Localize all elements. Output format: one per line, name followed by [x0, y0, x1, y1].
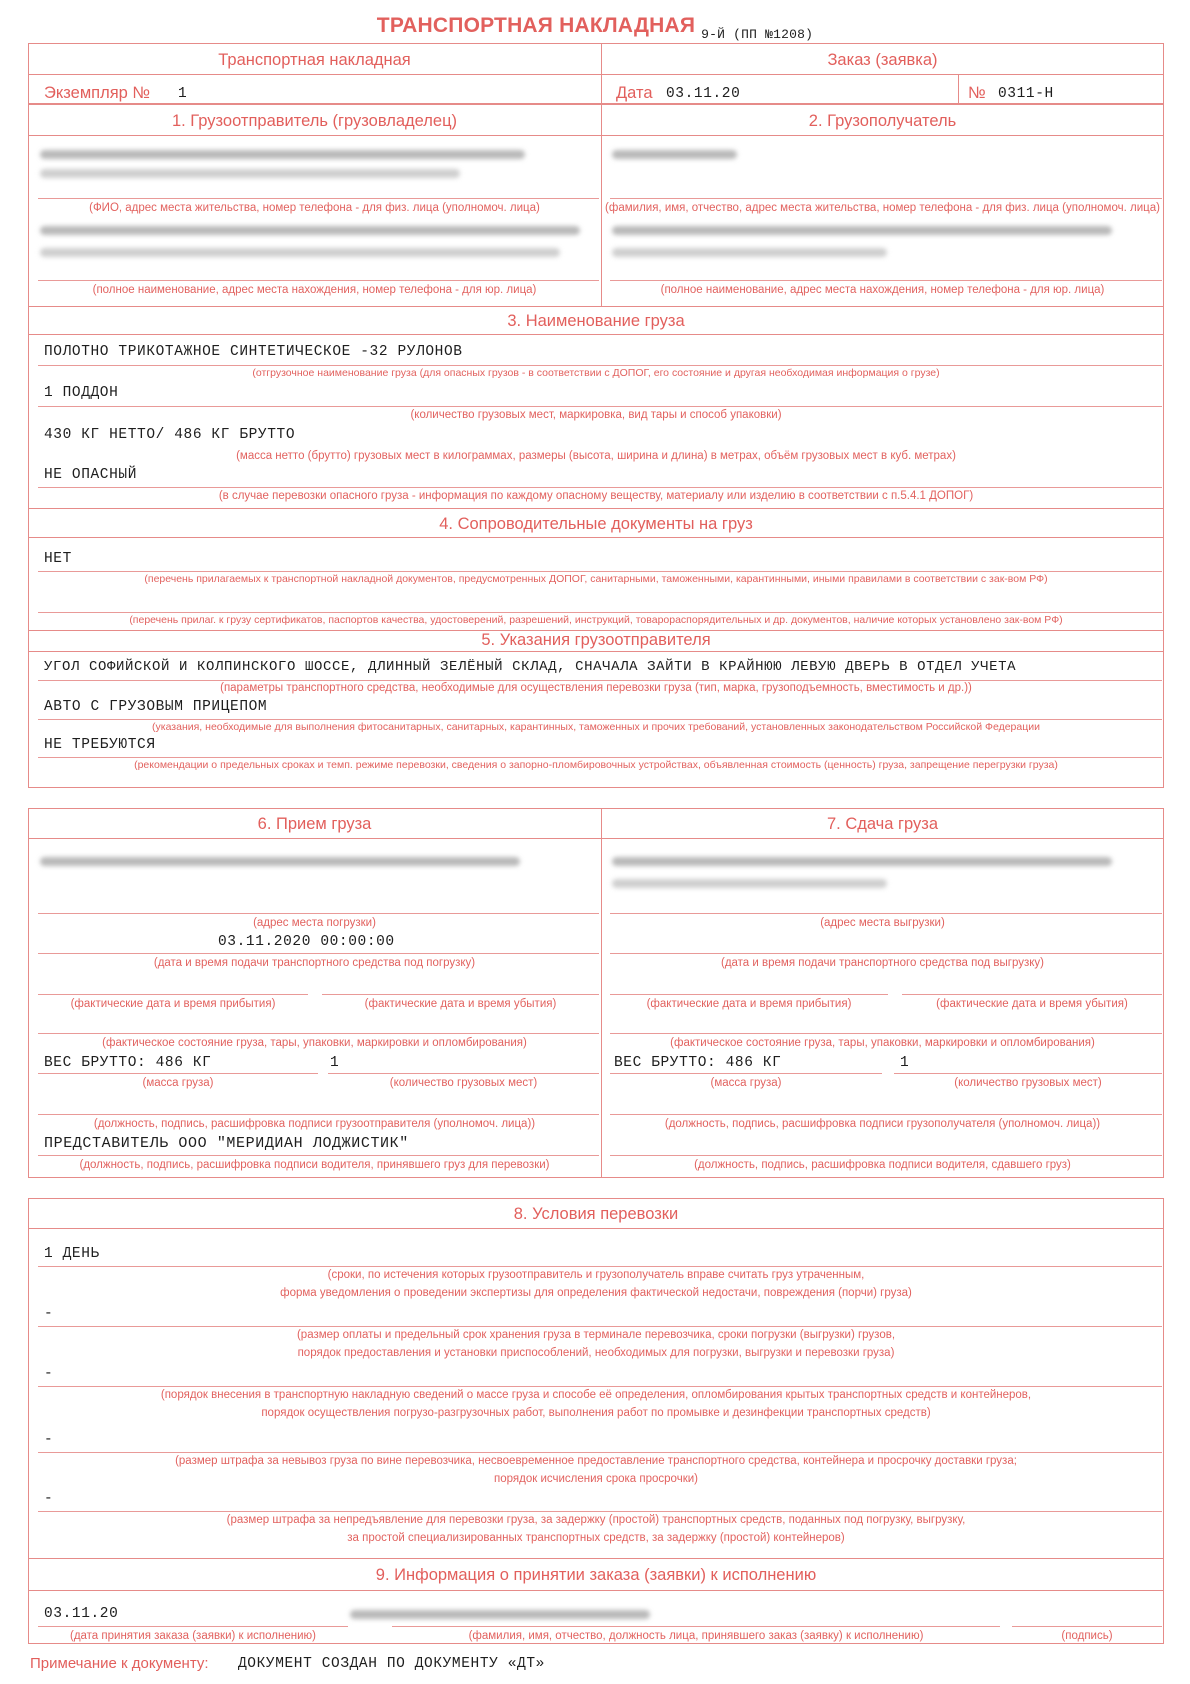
- conditions-caption-3b: порядок осуществления погрузо-разгрузочных работ, выполнения работ по промывке и дезинфекции транспортных средств): [261, 1407, 931, 1419]
- form-reference: 9-Й (ПП №1208): [701, 27, 814, 42]
- conditions-caption-4b: порядок исчисления срока просрочки): [494, 1473, 698, 1485]
- unloading-datetime-caption: (дата и время подачи транспортного средства под выгрузку): [720, 957, 1045, 969]
- shipper-person-caption: (ФИО, адрес места жительства, номер телефона - для физ. лица (уполномоч. лица): [89, 202, 540, 214]
- loading-datetime-value: 03.11.2020 00:00:00: [218, 934, 395, 950]
- loading-driver-value: ПРЕДСТАВИТЕЛЬ ООО "МЕРИДИАН ЛОДЖИСТИК": [44, 1135, 409, 1152]
- shipper-instructions-title: 5. Указания грузоотправителя: [481, 631, 711, 649]
- unloading-mass-caption: (масса груза): [710, 1077, 782, 1089]
- shipper-section-title: 1. Грузоотправитель (грузовладелец): [171, 112, 458, 130]
- cargo-name-value: ПОЛОТНО ТРИКОТАЖНОЕ СИНТЕТИЧЕСКОЕ -32 РУЛОНОВ: [44, 344, 463, 360]
- conditions-value-3: -: [44, 1366, 54, 1382]
- loading-mass-caption: (масса груза): [142, 1077, 214, 1089]
- conditions-caption-1b: форма уведомления о проведении экспертизы для определения фактической недостачи, повреждения (порчи) груза): [280, 1287, 912, 1299]
- instructions-caption-1: (параметры транспортного средства, необходимые для осуществления перевозки груза (тип, марка, грузоподъемность, вместимость и др.)): [220, 682, 972, 694]
- consignee-section-title: 2. Грузополучатель: [808, 112, 957, 130]
- unloading-arrival-caption: (фактические дата и время прибытия): [646, 998, 852, 1010]
- redacted-shipper-org-2: [40, 248, 560, 257]
- redacted-shipper-person: [40, 150, 525, 159]
- loading-places-value: 1: [330, 1055, 340, 1071]
- acceptance-signature-caption: (подпись): [1061, 1630, 1113, 1642]
- redacted-shipper-person-2: [40, 169, 460, 178]
- conditions-value-2: -: [44, 1306, 54, 1322]
- copy-number-label: Экземпляр №: [44, 84, 151, 102]
- note-value: ДОКУМЕНТ СОЗДАН ПО ДОКУМЕНТУ «ДТ»: [238, 1656, 545, 1672]
- cargo-places-caption: (количество грузовых мест, маркировка, вид тары и способ упаковки): [410, 409, 782, 421]
- acceptance-section-title: 9. Информация о принятии заказа (заявки) к исполнению: [375, 1566, 817, 1584]
- redacted-consignee-org: [612, 226, 1112, 235]
- loading-address-caption: (адрес места погрузки): [253, 917, 376, 929]
- unloading-departure-caption: (фактические дата и время убытия): [936, 998, 1128, 1010]
- loading-mass-value: ВЕС БРУТТО: 486 КГ: [44, 1055, 212, 1071]
- unloading-section-title: 7. Сдача груза: [826, 815, 939, 833]
- documents-caption-2: (перечень прилаг. к грузу сертификатов, паспортов качества, удостоверений, разрешений, инструкций, товарораспорядительных и др. документов, наличие которых установлено зак-вом РФ): [129, 614, 1063, 626]
- instructions-line-1: УГОЛ СОФИЙСКОЙ И КОЛПИНСКОГО ШОССЕ, ДЛИННЫЙ ЗЕЛЁНЫЙ СКЛАД, СНАЧАЛА ЗАЙТИ В КРАЙНЮЮ ЛЕВУЮ ДВЕРЬ В ОТДЕЛ УЧЕТА: [44, 659, 1017, 675]
- instructions-caption-3: (рекомендации о предельных сроках и темп. режиме перевозки, сведения о запорно-пломбировочных устройствах, объявленная стоимость (ценность) груза, запрещение перегрузки груза): [134, 759, 1058, 771]
- copy-number-value: 1: [178, 86, 188, 102]
- conditions-caption-5b: за простой специализированных транспортных средств, за задержку (простой) контейнеров): [347, 1532, 845, 1544]
- documents-caption-1: (перечень прилагаемых к транспортной накладной документов, предусмотренных ДОПОГ, санитарными, таможенными, карантинными, иными правилами в соответствии с зак-вом РФ): [144, 573, 1048, 585]
- conditions-caption-2b: порядок предоставления и установки приспособлений, необходимых для погрузки, выгрузки и перевозки груза): [297, 1347, 895, 1359]
- loading-departure-caption: (фактические дата и время убытия): [364, 998, 557, 1010]
- order-date-value: 03.11.20: [666, 86, 741, 102]
- cargo-danger-value: НЕ ОПАСНЫЙ: [44, 467, 138, 483]
- cargo-name-caption: (отгрузочное наименование груза (для опасных грузов - в соответствии с ДОПОГ, его состояние и другая необходимая информация о грузе): [252, 367, 940, 379]
- loading-arrival-caption: (фактические дата и время прибытия): [70, 998, 276, 1010]
- loading-places-caption: (количество грузовых мест): [389, 1077, 538, 1089]
- shipper-org-caption: (полное наименование, адрес места нахождения, номер телефона - для юр. лица): [92, 284, 537, 296]
- conditions-caption-3a: (порядок внесения в транспортную накладную сведений о массе груза и способе её определения, опломбирования крытых транспортных средств и контейнеров,: [160, 1389, 1032, 1401]
- instructions-line-3: НЕ ТРЕБУЮТСЯ: [44, 737, 156, 753]
- loading-driver-caption: (должность, подпись, расшифровка подписи водителя, принявшего груз для перевозки): [79, 1159, 550, 1171]
- unloading-driver-caption: (должность, подпись, расшифровка подписи водителя, сдавшего груз): [694, 1159, 1071, 1171]
- order-header-title: Заказ (заявка): [827, 51, 938, 69]
- cargo-mass-caption: (масса нетто (брутто) грузовых мест в килограммах, размеры (высота, ширина и длина) в метрах, объём грузовых мест в куб. метрах): [236, 450, 956, 462]
- conditions-section-title: 8. Условия перевозки: [513, 1205, 679, 1223]
- redacted-shipper-org: [40, 226, 580, 235]
- instructions-line-2: АВТО С ГРУЗОВЫМ ПРИЦЕПОМ: [44, 699, 268, 715]
- unloading-address-caption: (адрес места выгрузки): [820, 917, 945, 929]
- conditions-caption-4a: (размер штрафа за невывоз груза по вине перевозчика, несвоевременное предоставление транспортного средства, контейнера и просрочку доставки груза;: [175, 1455, 1017, 1467]
- redacted-unloading-address: [612, 857, 1112, 866]
- waybill-header-title: Транспортная накладная: [218, 51, 411, 69]
- acceptance-person-caption: (фамилия, имя, отчество, должность лица, принявшего заказ (заявку) к исполнению): [468, 1630, 924, 1642]
- unloading-places-caption: (количество грузовых мест): [954, 1077, 1102, 1089]
- loading-datetime-caption: (дата и время подачи транспортного средства под погрузку): [153, 957, 476, 969]
- redacted-consignee-org-2: [612, 248, 887, 257]
- order-number-value: 0311-Н: [998, 86, 1054, 102]
- redacted-acceptance-person: [350, 1610, 650, 1619]
- redacted-unloading-address-2: [612, 879, 887, 888]
- acceptance-date-caption: (дата принятия заказа (заявки) к исполнению): [69, 1630, 316, 1642]
- conditions-caption-1a: (сроки, по истечения которых грузоотправитель и грузополучатель вправе считать груз утраченным,: [327, 1269, 865, 1281]
- consignee-person-caption: (фамилия, имя, отчество, адрес места жительства, номер телефона - для физ. лица (уполномоч. лица): [605, 202, 1160, 214]
- acceptance-date-value: 03.11.20: [44, 1606, 119, 1622]
- consignee-signature-caption: (должность, подпись, расшифровка подписи грузополучателя (уполномоч. лица)): [664, 1118, 1101, 1130]
- document-title: [0, 14, 1190, 42]
- shipper-signature-caption: (должность, подпись, расшифровка подписи грузоотправителя (уполномоч. лица)): [93, 1118, 536, 1130]
- unloading-mass-value: ВЕС БРУТТО: 486 КГ: [614, 1055, 782, 1071]
- conditions-value-4: -: [44, 1432, 54, 1448]
- note-label: Примечание к документу:: [30, 1655, 209, 1672]
- loading-state-caption: (фактическое состояние груза, тары, упаковки, маркировки и опломбирования): [102, 1037, 527, 1049]
- conditions-caption-2a: (размер оплаты и предельный срок хранения груза в терминале перевозчика, сроки погрузки (выгрузки) грузов,: [296, 1329, 896, 1341]
- unloading-state-caption: (фактическое состояние груза, тары, упаковки, маркировки и опломбирования): [670, 1037, 1095, 1049]
- loading-section-title: 6. Прием груза: [257, 815, 372, 833]
- redacted-loading-address: [40, 857, 520, 866]
- conditions-caption-5a: (размер штрафа за непредъявление для перевозки груза, за задержку (простой) транспортных средств, поданных под погрузку, выгрузку,: [226, 1514, 966, 1526]
- order-date-label: Дата: [616, 84, 653, 102]
- documents-value: НЕТ: [44, 551, 72, 567]
- conditions-value-5: -: [44, 1491, 54, 1507]
- document-title-text: ТРАНСПОРТНАЯ НАКЛАДНАЯ: [376, 14, 696, 37]
- cargo-places-value: 1 ПОДДОН: [44, 385, 119, 401]
- order-number-label: №: [968, 84, 986, 102]
- consignee-org-caption: (полное наименование, адрес места нахождения, номер телефона - для юр. лица): [660, 284, 1105, 296]
- cargo-danger-caption: (в случае перевозки опасного груза - информация по каждому опасному веществу, материалу или изделию в соответствии с п.5.4.1 ДОПОГ): [218, 490, 974, 502]
- cargo-section-title: 3. Наименование груза: [507, 312, 685, 330]
- documents-section-title: 4. Сопроводительные документы на груз: [439, 515, 753, 533]
- instructions-caption-2: (указания, необходимые для выполнения фитосанитарных, санитарных, карантинных, таможенных и прочих требований, установленных законодательством Российской Федерации: [152, 721, 1040, 733]
- cargo-mass-value: 430 КГ НЕТТО/ 486 КГ БРУТТО: [44, 427, 296, 443]
- conditions-value-1: 1 ДЕНЬ: [44, 1246, 100, 1262]
- unloading-places-value: 1: [900, 1055, 910, 1071]
- redacted-consignee-person: [612, 150, 737, 159]
